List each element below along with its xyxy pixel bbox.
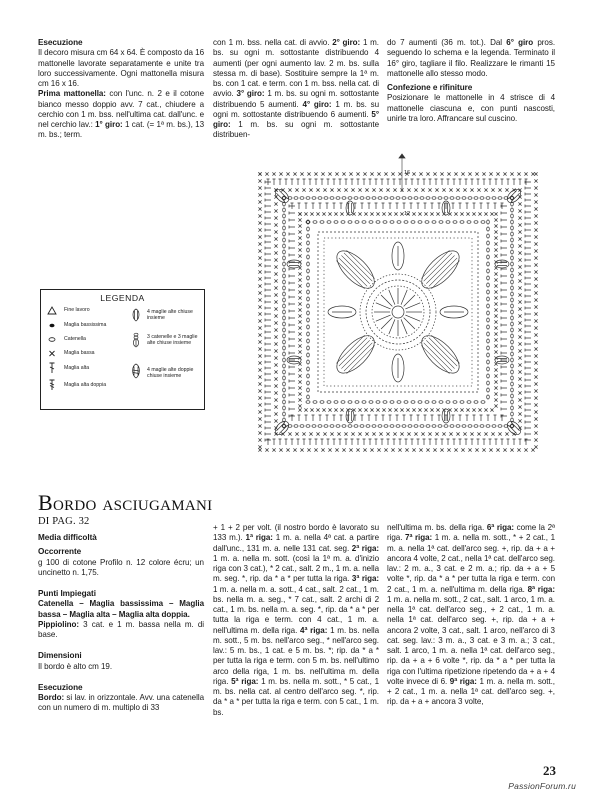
execution-text: Il decoro misura cm 64 x 64. È composto da 16 mattonelle lavorate separatamente e unite tra loro successivamente. Ogni mattonella misura cm 16 x 16. bbox=[38, 48, 204, 88]
intro-column-3 bbox=[387, 38, 555, 124]
round-marker-16: 16 bbox=[404, 170, 411, 176]
single-crochet-icon bbox=[45, 349, 59, 358]
four-tr-cluster-icon bbox=[129, 363, 143, 379]
heading-execution-border: Esecuzione bbox=[38, 682, 83, 692]
heading-materials: Occorrente bbox=[38, 547, 82, 557]
section-title: Bordo asciugamani bbox=[38, 490, 213, 515]
legend-title: LEGENDA bbox=[100, 293, 145, 303]
rounds-continued-text: do 7 aumenti (36 m. tot.). Dal 6° giro pros. seguendo lo schema e la legenda. Terminato il 16° giro, tagliare il filo. Realizzare le rimanti 15 mattonelle allo stesso modo. bbox=[387, 38, 556, 78]
intro-column-2 bbox=[213, 38, 379, 141]
heading-assembly: Confezione e rifiniture bbox=[387, 83, 473, 92]
heading-stitches: Punti Impiegati bbox=[38, 589, 96, 598]
page-number: 23 bbox=[543, 763, 556, 778]
chain-icon bbox=[45, 335, 59, 344]
slip-stitch-icon bbox=[45, 321, 59, 330]
heading-execution: Esecuzione bbox=[38, 38, 83, 47]
end-work-icon bbox=[45, 306, 59, 315]
legend-box: LEGENDA Fine lavoro Maglia bassissima Catenella Maglia bassa Maglia alta Maglia alta doppia 4 maglie alte chiuse insieme 3 catenelle e 3 maglie alte chiuse insieme 4 maglie alte doppie chiuse insieme bbox=[40, 289, 205, 410]
border-column-1 bbox=[38, 533, 204, 714]
intro-column-1 bbox=[38, 38, 204, 141]
watermark: PassionForum.ru bbox=[508, 781, 576, 791]
picot-text: Pippiolino: 3 cat. e 1 m. bassa nella m. di base. bbox=[38, 619, 204, 639]
rounds-text: con 1 m. bss. nella cat. di avvio. 2° giro: 1 m. bs. su ogni m. sottostante distribuendo 4 aumenti (per ogni aumento lav. 2 m. bs. sulla stessa m. di base). Sostituire sempre la 1ª m. bs. con 1 cat. e term. con 1 m. bss. nella cat. di avvio. 3° giro: 1 m. bs. su ogni m. sottostante distribuendo 5 aumenti. 4° giro: 1 m. bs. su ogni m. sottostante distribuendo 6 aumenti. 5° giro: 1 m. bs. su ogni m. sottostante distribuen- bbox=[213, 38, 379, 140]
crochet-chart bbox=[236, 152, 561, 477]
assembly-text: Posizionare le mattonelle in 4 strisce di 4 mattonelle ciascuna e, con punti nascosti, unirle tra loro. Affrancare sul cuscino. bbox=[387, 93, 555, 123]
border-column-2 bbox=[213, 523, 379, 718]
four-dc-cluster-icon bbox=[129, 308, 143, 322]
dimensions-text: Il bordo è alto cm 19. bbox=[38, 661, 113, 671]
materials-text: g 100 di cotone Profilo n. 12 colore écru; un uncinetto n. 1,75. bbox=[38, 557, 204, 577]
three-ch-three-dc-icon bbox=[129, 332, 143, 348]
border-text: Bordo: si lav. in orizzontale. Avv. una catenella con un numero di m. multiplo di 33 bbox=[38, 693, 204, 713]
border-rows-text: + 1 + 2 per volt. (il nostro bordo è lavorato su 133 m.). 1ª riga: 1 m. a. nella 4ª cat. a partire dall'unc., 131 m. a. nelle 131 cat. seg. 2ª riga: 1 m. a. nella m. sott. (così la 1ª m. a. d'inizio riga con 3 cat.), * 2 cat., salt. 2 m., 1 m. a. nella m. seg. *, rip. da * a * per tutta la riga. 3ª riga: 1 m. a. nella m. a. sott., 4 cat., salt. 2 cat., 1 m. bs. nella m. a. seg., * 7 cat., salt. 2 archi di 2 cat., 1 m. bs. nella m. a. seg. *, rip. da * a * per tutta la riga e term. con 4 cat., 1 m. a. nell'ultima m. della riga. 4ª riga: 1 m. bs. nella m. sott., 5 m. bs. nell'arco seg., * nell'arco seg. lav.: 5 m. bs., 1 cat. e 5 m. bs. *; rip. da * a * per tutta la riga e term. con 5 m. bs. nell'ultimo arco della riga, 1 m. bs. nell'ultima m. della riga. 5ª riga: 1 m. bs. nella m. sott., * 5 cat., 1 m. bs. nella cat. al centro dell'arco seg. *, rip. da * a * per tutta la riga e term. con 5 cat., 1 m. bs. bbox=[213, 523, 380, 717]
border-column-3 bbox=[387, 523, 555, 708]
section-subtitle: DI PAG. 32 bbox=[38, 516, 90, 527]
heading-dimensions: Dimensioni bbox=[38, 651, 82, 661]
stitches-text: Catenella – Maglia bassissima – Maglia bassa – Maglia alta – Maglia alta doppia. bbox=[38, 599, 204, 619]
round-marker-12: 12 bbox=[404, 211, 411, 217]
border-rows-continued-text: nell'ultima m. bs. della riga. 6ª riga: come la 2ª riga. 7ª riga: 1 m. a. nella m. sott., * + 2 cat., 1 m. a. nella 1ª cat. dell'arco seg. +, rip. da + a + ancora 4 volte, 2 cat., nella 1ª cat. dell'arco seg. lav.: 2 m. a., 3 cat. e 2 m. a.; rip. da + a + 5 volte *, rip. da * a * per tutta la riga e term. con 2 cat., 1 m. a. nell'ultima m. della riga. 8ª riga: 1 m. a. nella m. sott., 2 cat., salt. 1 arco, 1 m. a. nella 1ª cat. dell'arco seg., + 2 cat., 1 m. a. nella 1ª cat. dell'arco seg. +, rip. da + a + ancora 2 volte, 3 cat., salt. 1 arco, nell'arco di 3 cat. seg. lav.: 3 m. a., 3 cat. e 3 m. a.; 3 cat., salt. 1 arco, 1 m. a. nella 1ª cat. dell'arco seg., rip. da + a + 6 volte *, rip. da * a * per tutta la riga con l'ultima ripetizione ripetendo da + a + 4 volte invece di 6. 9ª riga: 1 m. a. nella m. sott., + 2 cat., 1 m. a. nella 1ª cat. dell'arco seg. +, rip. da + a + ancora 3 volte, bbox=[387, 523, 555, 707]
heading-difficulty: Media difficoltà bbox=[38, 533, 97, 542]
double-crochet-icon bbox=[45, 362, 59, 374]
treble-crochet-icon bbox=[45, 379, 59, 391]
first-tile-text: Prima mattonella: con l'unc. n. 2 e il cotone bianco messo doppio avv. 7 cat., chiudere a cerchio con 1 m. bss. nell'ultima cat. dall'unc. e nel cerchio lav.: 1° giro: 1 cat. (= 1ª m. bs.), 13 m. bs.; term. bbox=[38, 89, 204, 140]
